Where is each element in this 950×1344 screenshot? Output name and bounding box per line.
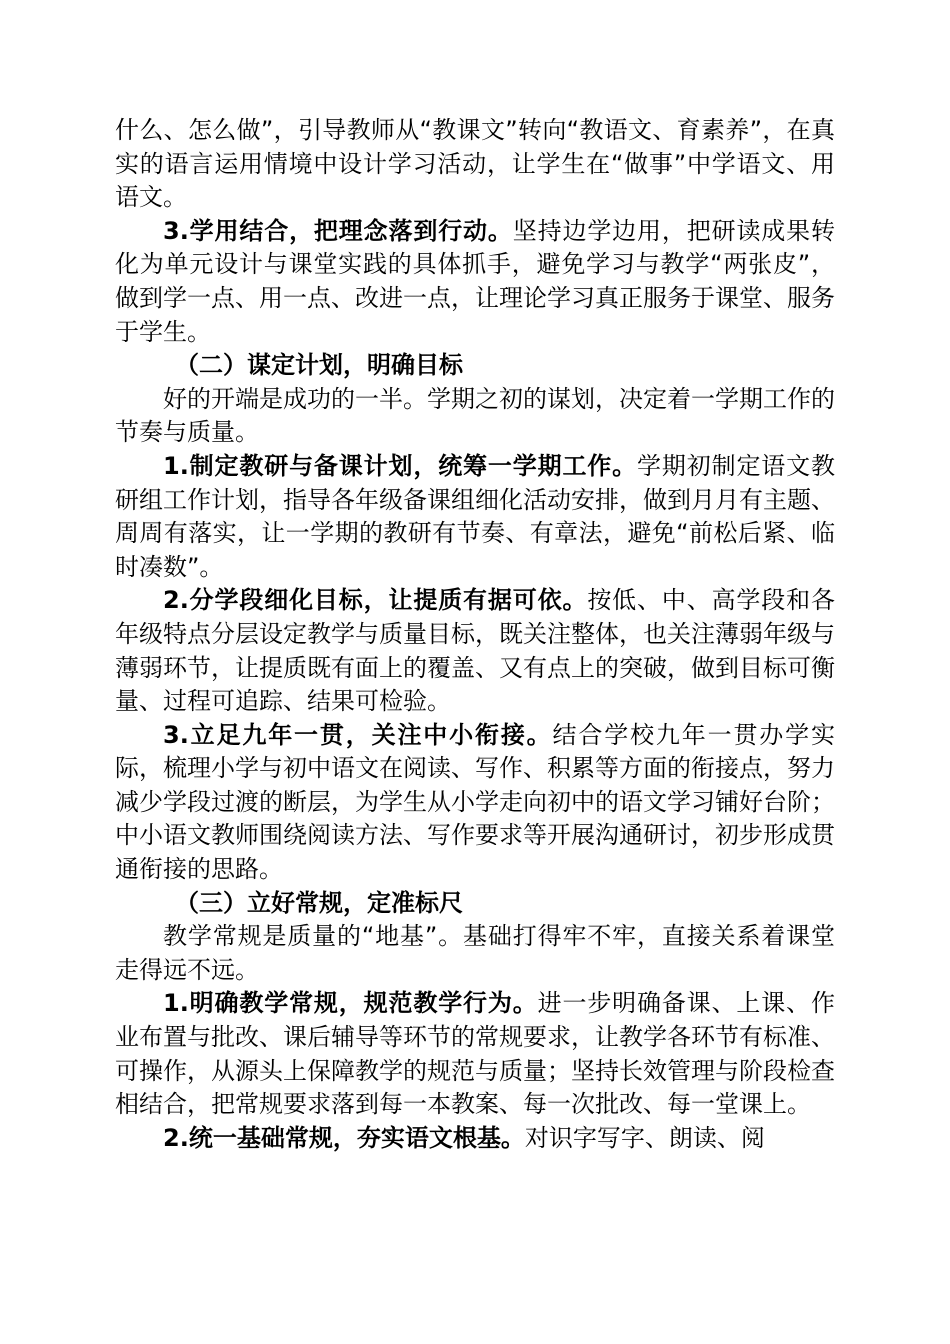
item-lead: 1.明确教学常规，规范教学行为。 (163, 989, 538, 1018)
item-lead: 1.制定教研与备课计划，统筹一学期工作。 (163, 451, 638, 480)
item-paragraph (115, 987, 835, 1121)
item-paragraph (115, 719, 835, 887)
document-page (115, 114, 835, 1155)
item-paragraph (115, 584, 835, 718)
item-paragraph (115, 215, 835, 349)
body-paragraph: 教学常规是质量的“地基”。基础打得牢不牢，直接关系着课堂走得远不远。 (115, 922, 835, 984)
item-text: 对识字写字、朗读、阅 (524, 1123, 765, 1152)
item-text: 结合学校九年一贯办学实际，梳理小学与初中语文在阅读、写作、积累等方面的衔接点，努力减少学段过渡的断层，为学生从小学走向初中的语文学习铺好台阶；中小语文教师围绕阅读方法、写作要求等开展沟通研讨，初步形成贯通衔接的思路。 (115, 720, 835, 884)
item-lead: 3.学用结合，把理念落到行动。 (163, 216, 513, 245)
body-paragraph: 好的开端是成功的一半。学期之初的谋划，决定着一学期工作的节奏与质量。 (115, 384, 835, 447)
item-paragraph (115, 450, 835, 584)
item-text: 进一步明确备课、上课、作业布置与批改、课后辅导等环节的常规要求，让教学各环节有标准、可操作，从源头上保障教学的规范与质量；坚持长效管理与阶段检查相结合，把常规要求落到每一本教案、每一次批改、每一堂课上。 (115, 989, 835, 1119)
item-lead: 3.立足九年一贯，关注中小衔接。 (163, 720, 553, 749)
item-text: 坚持边学边用，把研读成果转化为单元设计与课堂实践的具体抓手，避免学习与教学“两张皮”，做到学一点、用一点、改进一点，让理论学习真正服务于课堂、服务于学生。 (115, 216, 835, 346)
section-heading: （三）立好常规，定准标尺 (175, 888, 463, 917)
item-lead: 2.分学段细化目标，让提质有据可依。 (163, 586, 588, 615)
item-lead: 2.统一基础常规，夯实语文根基。 (163, 1123, 525, 1152)
section-heading: （二）谋定计划，明确目标 (175, 351, 463, 380)
item-text: 按低、中、高学段和各年级特点分层设定教学与质量目标，既关注整体，也关注薄弱年级与薄弱环节，让提质既有面上的覆盖、又有点上的突破，做到目标可衡量、过程可追踪、结果可检验。 (115, 586, 835, 716)
paragraph-continuation: 什么、怎么做”，引导教师从“教课文”转向“教语文、育素养”，在真实的语言运用情境中设计学习活动，让学生在“做事”中学语文、用语文。 (115, 116, 835, 212)
item-text: 学期初制定语文教研组工作计划，指导各年级备课组细化活动安排，做到月月有主题、周周有落实，让一学期的教研有节奏、有章法，避免“前松后紧、临时凑数”。 (115, 451, 836, 581)
item-paragraph (115, 1122, 835, 1156)
